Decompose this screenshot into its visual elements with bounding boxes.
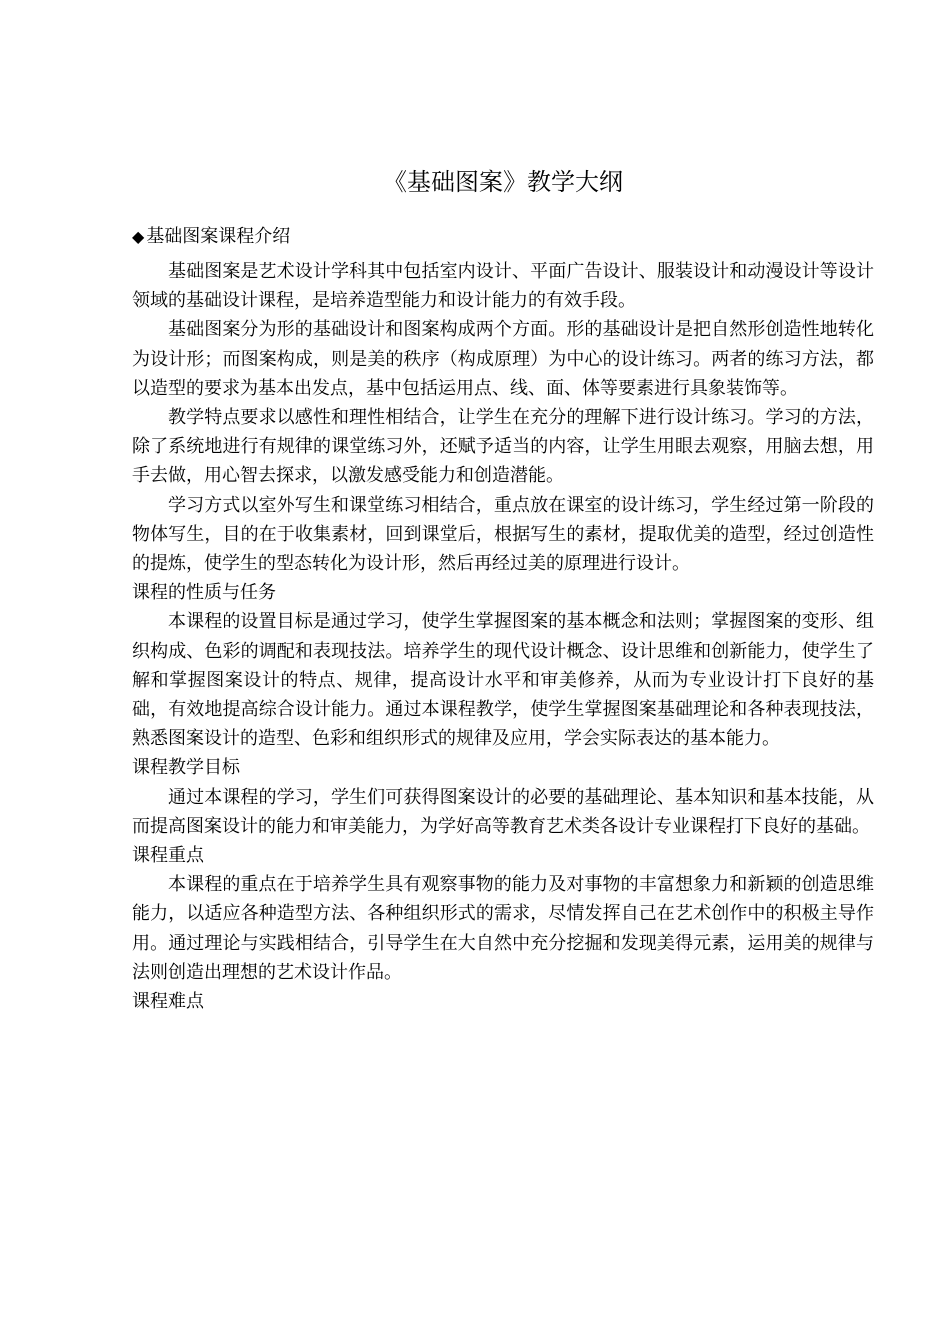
- intro-heading-text: 基础图案课程介绍: [146, 226, 291, 247]
- intro-paragraph-2: 基础图案分为形的基础设计和图案构成两个方面。形的基础设计是把自然形创造性地转化为设计形；而图案构成，则是美的秩序（构成原理）为中心的设计练习。两者的练习方法，都以造型的要求为基本出发点，基中包括运用点、线、面、体等要素进行具象装饰等。: [132, 319, 874, 399]
- nature-paragraph: 本课程的设置目标是通过学习，使学生掌握图案的基本概念和法则；掌握图案的变形、组织构成、色彩的调配和表现技法。培养学生的现代设计概念、设计思维和创新能力，使学生了解和掌握图案设计的特点、规律，提高设计水平和审美修养，从而为专业设计打下良好的基础，有效地提高综合设计能力。通过本课程教学，使学生掌握图案基础理论和各种表现技法，熟悉图案设计的造型、色彩和组织形式的规律及应用，学会实际表达的基本能力。: [132, 611, 874, 750]
- intro-paragraph-1: 基础图案是艺术设计学科其中包括室内设计、平面广告设计、服装设计和动漫设计等设计领域的基础设计课程，是培养造型能力和设计能力的有效手段。: [132, 261, 874, 312]
- goal-heading: 课程教学目标: [132, 757, 240, 779]
- nature-heading: 课程的性质与任务: [132, 582, 276, 604]
- goal-paragraph: 通过本课程的学习，学生们可获得图案设计的必要的基础理论、基本知识和基本技能，从而提高图案设计的能力和审美能力，为学好高等教育艺术类各设计专业课程打下良好的基础。: [132, 786, 874, 837]
- difficulty-heading: 课程难点: [132, 991, 204, 1013]
- focus-heading: 课程重点: [132, 845, 204, 867]
- intro-paragraph-4: 学习方式以室外写生和课堂练习相结合，重点放在课室的设计练习，学生经过第一阶段的物体写生，目的在于收集素材，回到课堂后，根据写生的素材，提取优美的造型，经过创造性的提炼，使学生的型态转化为设计形，然后再经过美的原理进行设计。: [132, 494, 874, 575]
- document-title: 《基础图案》教学大纲: [383, 168, 623, 196]
- diamond-bullet-icon: ◆: [132, 227, 145, 246]
- intro-section-heading: [132, 222, 874, 251]
- focus-paragraph: 本课程的重点在于培养学生具有观察事物的能力及对事物的丰富想象力和新颖的创造思维能力，以适应各种造型方法、各种组织形式的需求，尽情发挥自己在艺术创作中的积极主导作用。通过理论与实践相结合，引导学生在大自然中充分挖掘和发现美得元素，运用美的规律与法则创造出理想的艺术设计作品。: [132, 874, 874, 983]
- intro-paragraph-3: 教学特点要求以感性和理性相结合，让学生在充分的理解下进行设计练习。学习的方法，除了系统地进行有规律的课堂练习外，还赋予适当的内容，让学生用眼去观察，用脑去想，用手去做，用心智去探求，以激发感受能力和创造潜能。: [132, 407, 874, 487]
- document-page: [132, 160, 874, 1016]
